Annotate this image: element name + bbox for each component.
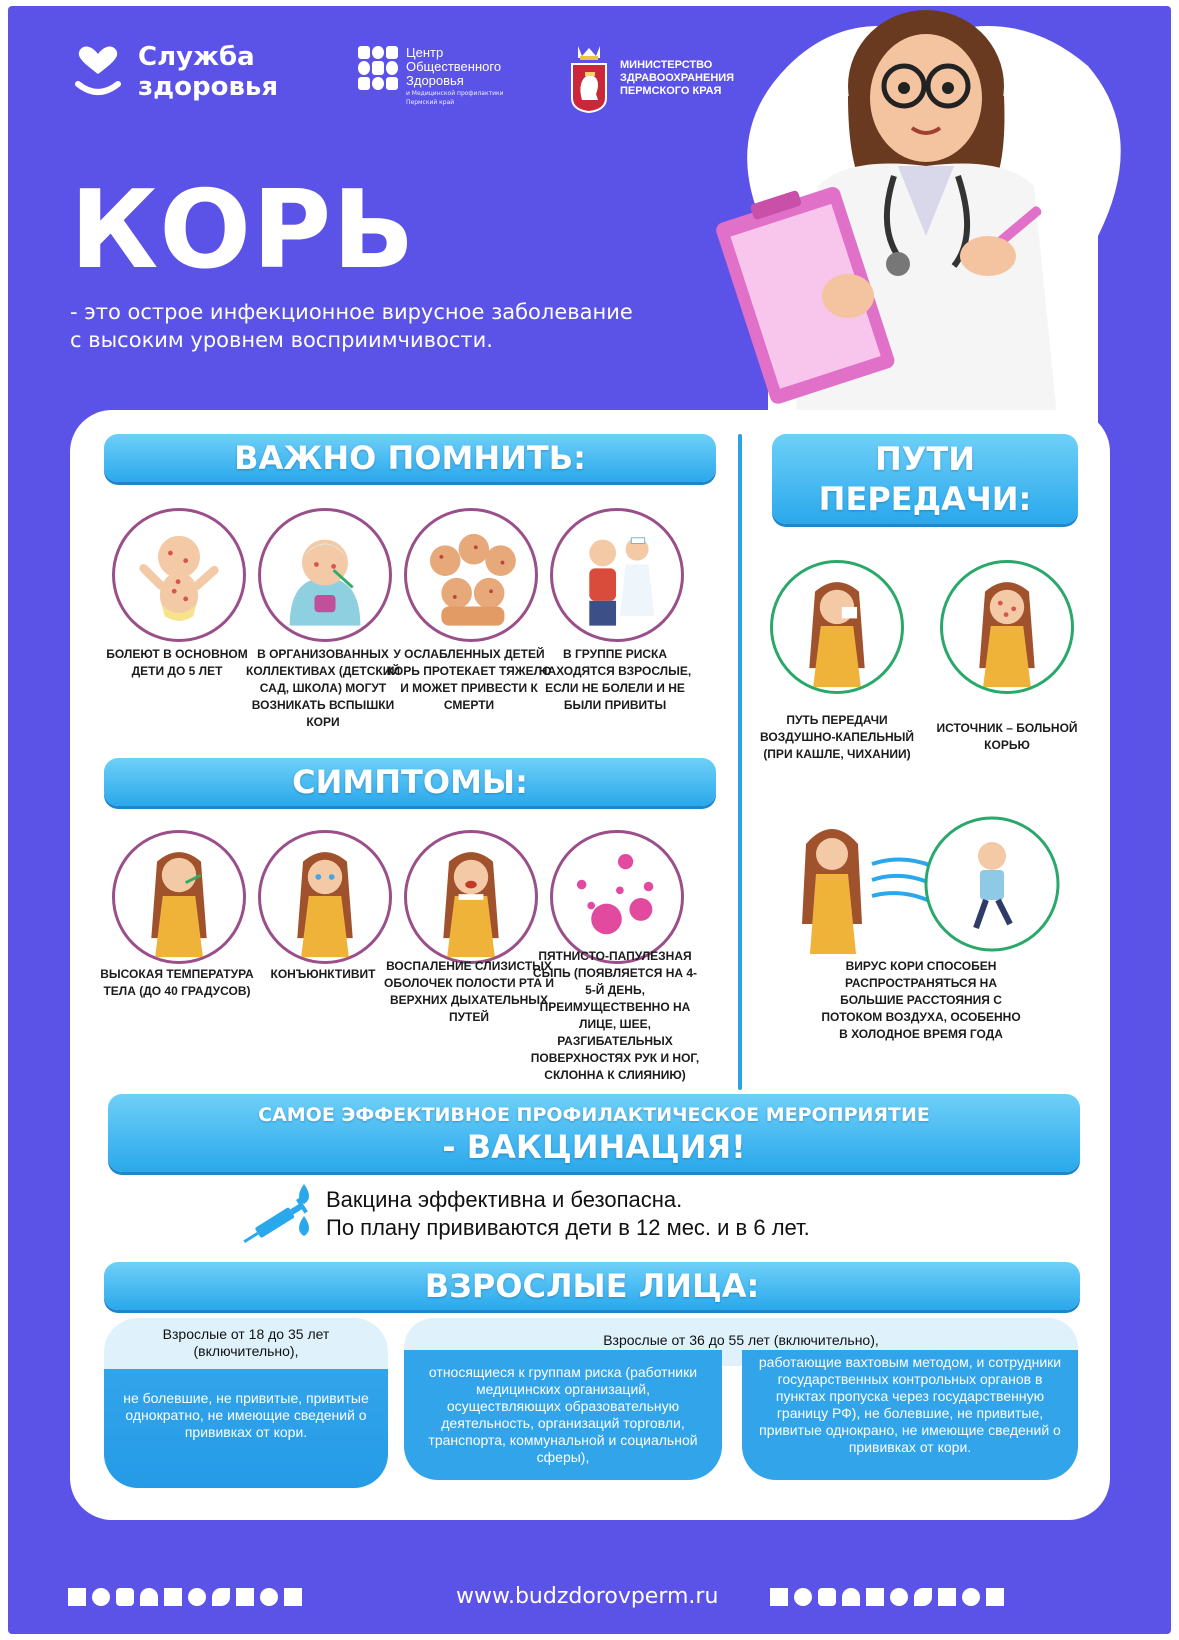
important-caption-3: У ОСЛАБЛЕННЫХ ДЕТЕЙ КОРЬ ПРОТЕКАЕТ ТЯЖЕЛО И МОЖЕТ ПРИВЕСТИ К СМЕРТИ [386, 647, 552, 712]
logo2-sub2: Пермский край [406, 99, 455, 106]
logo3-line1: МИНИСТЕРСТВО [620, 58, 713, 71]
symptom-caption-3: ВОСПАЛЕНИЕ СЛИЗИСТЫХ ОБОЛОЧЕК ПОЛОСТИ РТА И ВЕРХНИХ ДЫХАТЕЛЬНЫХ ПУТЕЙ [384, 959, 554, 1024]
logo-center-public-health [358, 46, 504, 106]
baby-with-rash-icon [112, 508, 246, 642]
fever-girl-icon [112, 830, 246, 964]
footer-pattern-left [68, 1588, 302, 1606]
adult-card-18-35-body: не болевшие, не привитые, привитые однократно, не имеющие сведений о прививках от кори. [123, 1390, 369, 1440]
footer-url[interactable]: www.budzdorovperm.ru [456, 1584, 719, 1609]
important-caption-1: БОЛЕЮТ В ОСНОВНОМ ДЕТИ ДО 5 ЛЕТ [106, 647, 248, 678]
paths-heading-line2: ПЕРЕДАЧИ: [818, 480, 1032, 518]
logo2-line3: Здоровья [406, 73, 464, 88]
vaccination-line2: - ВАКЦИНАЦИЯ! [442, 1128, 746, 1166]
adult-and-nurse-icon [550, 508, 684, 642]
paths-spread-caption: ВИРУС КОРИ СПОСОБЕН РАСПРОСТРАНЯТЬСЯ НА БОЛЬШИЕ РАССТОЯНИЯ С ПОТОКОМ ВОЗДУХА, ОСОБЕННО В ХОЛОДНОЕ ВРЕМЯ ГОДА [821, 959, 1021, 1041]
adult-card-36-55-risk-body: относящиеся к группам риска (работники медицинских организаций, осуществляющих образовательную деятельность, организаций торговли, транспорта, коммунальной и социальной сферы), [428, 1364, 698, 1465]
grid-logo-icon [358, 46, 398, 90]
column-divider [738, 434, 742, 1090]
important-heading: ВАЖНО ПОМНИТЬ: [104, 434, 716, 482]
adult-card-18-35-head: Взрослые от 18 до 35 лет (включительно), [162, 1326, 330, 1359]
crying-girl-icon [258, 830, 392, 964]
logo3-line2: ЗДРАВООХРАНЕНИЯ [620, 71, 735, 84]
vaccine-fact-2: По плану прививаются дети в 12 мес. и в 6 лет. [326, 1215, 810, 1240]
important-caption-2: В ОРГАНИЗОВАННЫХ КОЛЛЕКТИВАХ (ДЕТСКИЙ САД, ШКОЛА) МОГУТ ВОЗНИКАТЬ ВСПЫШКИ КОРИ [246, 647, 400, 729]
sore-throat-girl-icon [404, 830, 538, 964]
page-subtitle [70, 298, 710, 354]
paths-caption-1: ПУТЬ ПЕРЕДАЧИ ВОЗДУШНО-КАПЕЛЬНЫЙ (ПРИ КАШЛЕ, ЧИХАНИИ) [760, 713, 914, 761]
girl-with-rash-icon [940, 560, 1074, 694]
logo2-sub1: и Медицинской профилактики [406, 90, 504, 97]
logo3-line3: ПЕРМСКОГО КРАЯ [620, 84, 722, 97]
footer-pattern-right [770, 1588, 1004, 1606]
adult-card-36-55-head: Взрослые от 36 до 55 лет (включительно), [603, 1332, 879, 1348]
subtitle-line1: - это острое инфекционное вирусное заболевание [70, 300, 633, 324]
group-of-sick-children-icon [404, 508, 538, 642]
airborne-spread-icon [792, 804, 1062, 964]
virus-particles-icon [550, 830, 684, 964]
subtitle-line2: с высоким уровнем восприимчивости. [70, 328, 493, 352]
paths-heading-line1: ПУТИ [874, 440, 976, 478]
symptom-caption-4: ПЯТНИСТО-ПАПУЛЕЗНАЯ СЫПЬ (ПОЯВЛЯЕТСЯ НА 4-5-Й ДЕНЬ, ПРЕИМУЩЕСТВЕННО НА ЛИЦЕ, ШЕЕ, РАЗГИБАТЕЛЬНЫХ ПОВЕРХНОСТЯХ РУК И НОГ, СКЛОННА К СЛИЯНИЮ) [530, 949, 700, 1082]
symptom-caption-2: КОНЪЮНКТИВИТ [270, 967, 376, 981]
sneezing-girl-icon [770, 560, 904, 694]
vaccine-facts [326, 1186, 810, 1242]
adult-card-36-55-risk [404, 1350, 722, 1480]
important-caption-4: В ГРУППЕ РИСКА НАХОДЯТСЯ ВЗРОСЛЫЕ, ЕСЛИ НЕ БОЛЕЛИ И НЕ БЫЛИ ПРИВИТЫ [538, 647, 692, 712]
adult-card-18-35 [104, 1318, 388, 1488]
adult-card-36-55-shift-body: работающие вахтовым методом, и сотрудники государственных контрольных органов в пунктах пропуска через государственную границу РФ), не болевшие, не привитые, привитые однокрано, не имеющие сведений о прививках от кори. [758, 1354, 1062, 1455]
vaccine-fact-1: Вакцина эффективна и безопасна. [326, 1187, 683, 1212]
coat-of-arms-icon [570, 42, 608, 114]
logo1-line2: здоровья [138, 72, 279, 102]
water-drops-icon [292, 1182, 316, 1242]
logo1-line1: Служба [138, 42, 255, 72]
paths-caption-2: ИСТОЧНИК – БОЛЬНОЙ КОРЬЮ [936, 721, 1078, 752]
heart-logo-icon [72, 42, 124, 102]
logo-sluzhba-zdorovya [72, 42, 278, 102]
logo2-line1: Центр [406, 45, 444, 60]
sick-child-icon [258, 508, 392, 642]
vaccination-line1: САМОЕ ЭФФЕКТИВНОЕ ПРОФИЛАКТИЧЕСКОЕ МЕРОПРИЯТИЕ [258, 1104, 930, 1126]
adult-card-36-55-shift [742, 1350, 1078, 1480]
logo2-line2: Общественного [406, 59, 502, 74]
symptom-caption-1: ВЫСОКАЯ ТЕМПЕРАТУРА ТЕЛА (ДО 40 ГРАДУСОВ) [100, 967, 254, 998]
paths-heading [772, 434, 1078, 524]
adults-heading: ВЗРОСЛЫЕ ЛИЦА: [104, 1262, 1080, 1310]
page-title: КОРЬ [70, 168, 416, 293]
doctor-illustration-icon [698, 6, 1168, 426]
vaccination-banner [108, 1094, 1080, 1172]
symptoms-heading: СИМПТОМЫ: [104, 758, 716, 806]
